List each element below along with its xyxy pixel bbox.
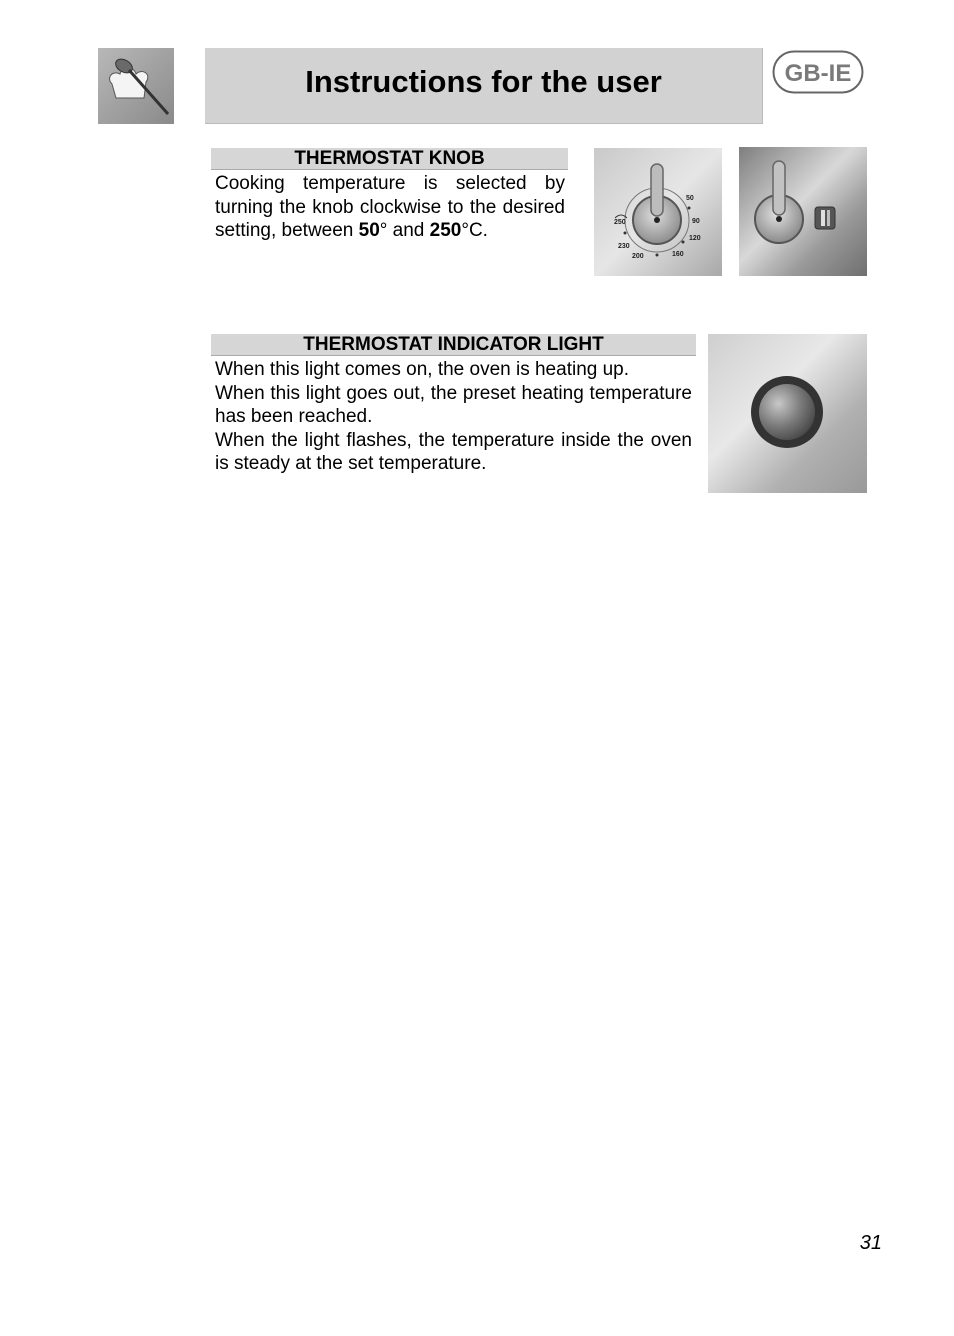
dial-label-200: 200 xyxy=(632,253,644,260)
spoon-and-hat-icon xyxy=(98,48,174,124)
thermostat-knob-description xyxy=(215,172,565,243)
thermostat-knob-heading: THERMOSTAT KNOB xyxy=(211,148,568,170)
dial-label-160: 160 xyxy=(672,251,684,258)
knob-text-part: °C. xyxy=(461,220,488,241)
thermostat-knob-photo xyxy=(739,147,867,276)
knob-text-part: ° and xyxy=(379,220,430,241)
knob-text-part: Cooking temperature is selected by turning the knob clockwise to the desired setting, between xyxy=(215,173,565,241)
min-temp: 50 xyxy=(358,220,380,241)
chef-logo xyxy=(98,48,174,124)
thermostat-knob-dial-image xyxy=(594,148,722,276)
header-title-bar xyxy=(205,48,763,124)
dial-label-50: 50 xyxy=(686,195,694,202)
indicator-light-image xyxy=(708,334,867,493)
indicator-light-heading: THERMOSTAT INDICATOR LIGHT xyxy=(211,334,696,356)
region-badge-text: GB-IE xyxy=(784,60,852,87)
indicator-line: When this light comes on, the oven is heating up. xyxy=(215,359,630,380)
indicator-light-description xyxy=(215,358,692,476)
page-title: Instructions for the user xyxy=(305,64,662,99)
dial-label-120: 120 xyxy=(689,235,701,242)
indicator-line: When the light flashes, the temperature inside the oven is steady at the set temperature. xyxy=(215,429,692,474)
indicator-line: When this light goes out, the preset heating temperature has been reached. xyxy=(215,382,692,427)
max-temp: 250 xyxy=(429,220,462,241)
dial-label-230: 230 xyxy=(618,243,630,250)
dial-label-250: 250 xyxy=(614,219,626,226)
page-number: 31 xyxy=(859,1232,882,1254)
region-badge xyxy=(772,50,864,94)
dial-label-90: 90 xyxy=(692,218,700,225)
